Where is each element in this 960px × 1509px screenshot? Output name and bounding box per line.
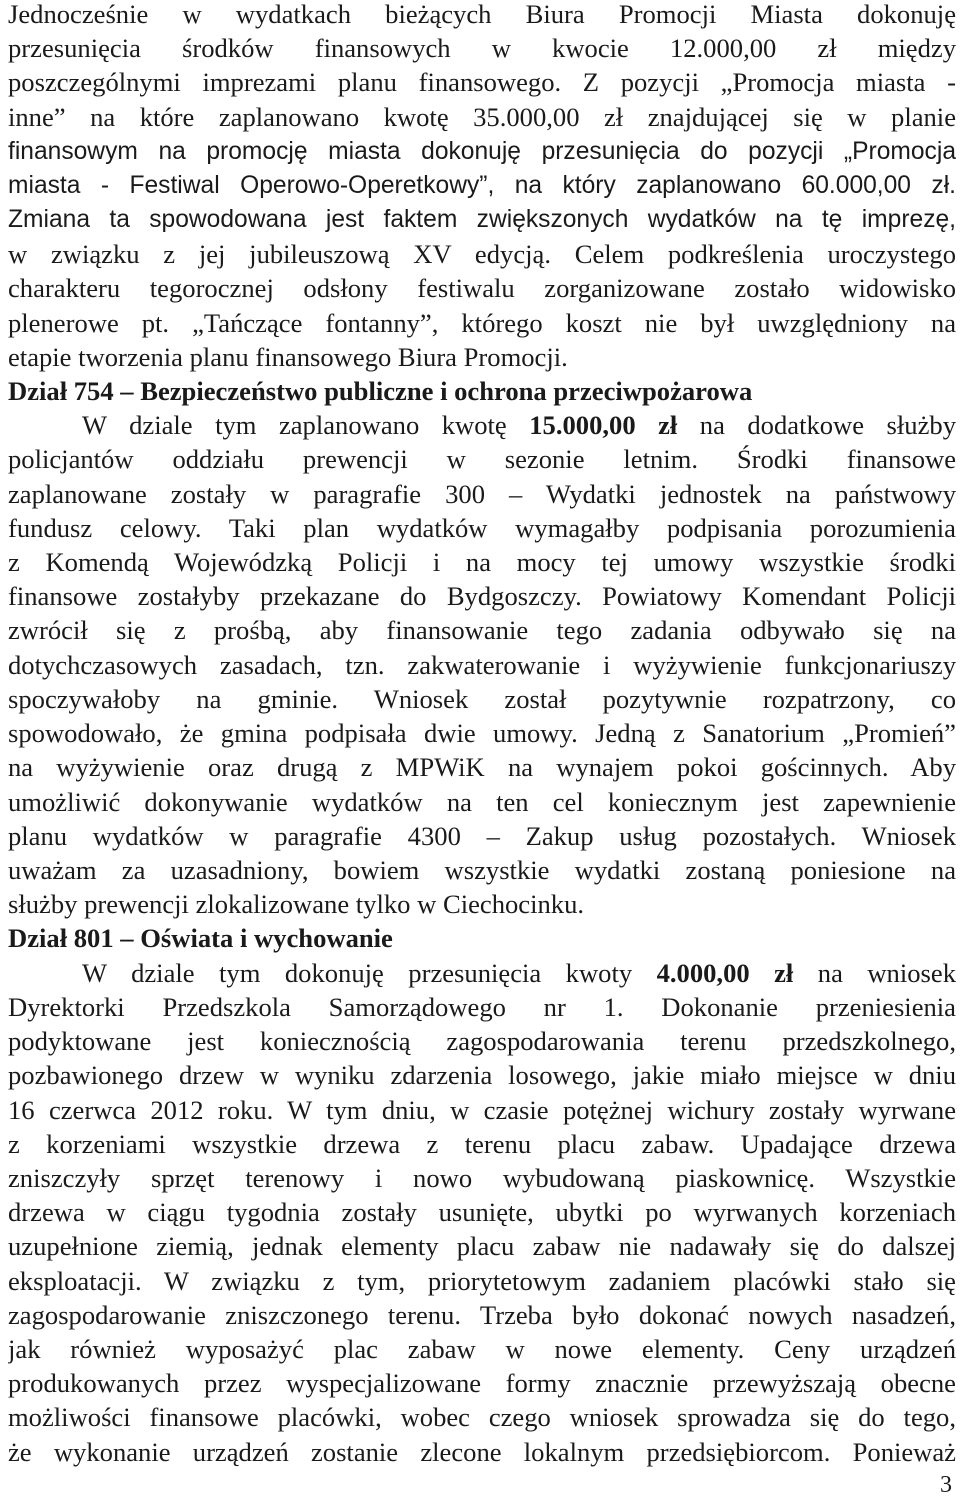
paragraph-line: służby prewencji zlokalizowane tylko w Ciechocinku.: [8, 889, 585, 919]
paragraph-line: planu wydatków w paragrafie 4300 – Zakup usług pozostałych. Wniosek: [8, 821, 956, 851]
paragraph-line: spowodowało, że gmina podpisała dwie umowy. Jedną z Sanatorium „Promień”: [8, 718, 956, 748]
paragraph-line: możliwości finansowe placówki, wobec czego wniosek sprowadza się do tego,: [8, 1402, 956, 1432]
paragraph-line: Zmiana ta spowodowana jest faktem zwiększonych wydatków na tę imprezę,: [8, 206, 956, 233]
paragraph-line: finansowe zostałyby przekazane do Bydgoszczy. Powiatowy Komendant Policji: [8, 581, 956, 611]
paragraph-line: zniszczyły sprzęt terenowy i nowo wybudowaną piaskownicę. Wszystkie: [8, 1163, 956, 1193]
paragraph-line: inne” na które zaplanowano kwotę 35.000,00 zł znajdującej się w planie: [8, 102, 956, 132]
paragraph-line: dotychczasowych zasadach, tzn. zakwaterowanie i wyżywienie funkcjonariuszy: [8, 650, 956, 680]
paragraph-line: drzewa w ciągu tygodnia zostały usunięte, ubytki po wyrwanych korzeniach: [8, 1197, 956, 1227]
paragraph-line: Jednocześnie w wydatkach bieżących Biura Promocji Miasta dokonuję: [8, 0, 956, 29]
section-801-first-line: [82, 955, 956, 991]
paragraph-line: poszczególnymi imprezami planu finansowego. Z pozycji „Promocja miasta -: [8, 67, 956, 97]
paragraph-line: charakteru tegorocznej odsłony festiwalu zorganizowane zostało widowisko: [8, 273, 956, 303]
paragraph-line: na wyżywienie oraz drugą z MPWiK na wynajem pokoi gościnnych. Aby: [8, 752, 956, 782]
amount-bold: 4.000,00 zł: [656, 958, 794, 988]
paragraph-line: miasta - Festiwal Operowo-Operetkowy”, na który zaplanowano 60.000,00 zł.: [8, 172, 956, 199]
paragraph-line: etapie tworzenia planu finansowego Biura Promocji.: [8, 342, 568, 372]
paragraph-line: że wykonanie urządzeń zostanie zlecone lokalnym przedsiębiorcom. Ponieważ: [8, 1437, 956, 1467]
section-heading-801: Dział 801 – Oświata i wychowanie: [8, 923, 393, 953]
paragraph-line: uważam za uzasadniony, bowiem wszystkie wydatki zostaną poniesione na: [8, 855, 956, 885]
text-span: W dziale tym zaplanowano kwotę: [82, 410, 530, 440]
section-754-first-line: [82, 407, 956, 443]
paragraph-line: Dyrektorki Przedszkola Samorządowego nr 1. Dokonanie przeniesienia: [8, 992, 956, 1022]
paragraph-line: 16 czerwca 2012 roku. W tym dniu, w czasie potężnej wichury zostały wyrwane: [8, 1095, 956, 1125]
paragraph-line: produkowanych przez wyspecjalizowane formy znacznie przewyższają obecne: [8, 1368, 956, 1398]
page-number: 3: [940, 1472, 952, 1498]
paragraph-line: policjantów oddziału prewencji w sezonie letnim. Środki finansowe: [8, 444, 956, 474]
paragraph-line: umożliwić dokonywanie wydatków na ten cel koniecznym jest zapewnienie: [8, 787, 956, 817]
paragraph-line: zwrócił się z prośbą, aby finansowanie tego zadania odbywało się na: [8, 615, 956, 645]
paragraph-line: przesunięcia środków finansowych w kwocie 12.000,00 zł między: [8, 33, 956, 63]
paragraph-line: pozbawionego drzew w wyniku zdarzenia losowego, jakie miało miejsce w dniu: [8, 1060, 956, 1090]
paragraph-line: eksploatacji. W związku z tym, priorytetowym zadaniem placówki stało się: [8, 1266, 956, 1296]
section-heading-754: Dział 754 – Bezpieczeństwo publiczne i ochrona przeciwpożarowa: [8, 376, 753, 406]
paragraph-line: spoczywałoby na gminie. Wniosek został pozytywnie rozpatrzony, co: [8, 684, 956, 714]
amount-bold: 15.000,00 zł: [529, 410, 678, 440]
paragraph-line: z Komendą Wojewódzką Policji i na mocy tej umowy wszystkie środki: [8, 547, 956, 577]
text-span: na wniosek: [793, 958, 956, 988]
paragraph-line: plenerowe pt. „Tańczące fontanny”, którego koszt nie był uwzględniony na: [8, 308, 956, 338]
paragraph-line: zagospodarowanie zniszczonego terenu. Trzeba było dokonać nowych nasadzeń,: [8, 1300, 956, 1330]
text-span: W dziale tym dokonuję przesunięcia kwoty: [82, 958, 657, 988]
paragraph-line: z korzeniami wszystkie drzewa z terenu placu zabaw. Upadające drzewa: [8, 1129, 956, 1159]
paragraph-line: jak również wyposażyć plac zabaw w nowe elementy. Ceny urządzeń: [8, 1334, 956, 1364]
paragraph-line: zaplanowane zostały w paragrafie 300 – Wydatki jednostek na państwowy: [8, 479, 956, 509]
text-span: na dodatkowe służby: [677, 410, 956, 440]
paragraph-line: podyktowane jest koniecznością zagospodarowania terenu przedszkolnego,: [8, 1026, 956, 1056]
paragraph-line: uzupełnione ziemią, jednak elementy placu zabaw nie nadawały się do dalszej: [8, 1231, 956, 1261]
paragraph-line: fundusz celowy. Taki plan wydatków wymagałby podpisania porozumienia: [8, 513, 956, 543]
paragraph-line: finansowym na promocję miasta dokonuję przesunięcia do pozycji „Promocja: [8, 138, 956, 165]
paragraph-line: w związku z jej jubileuszową XV edycją. Celem podkreślenia uroczystego: [8, 239, 956, 269]
